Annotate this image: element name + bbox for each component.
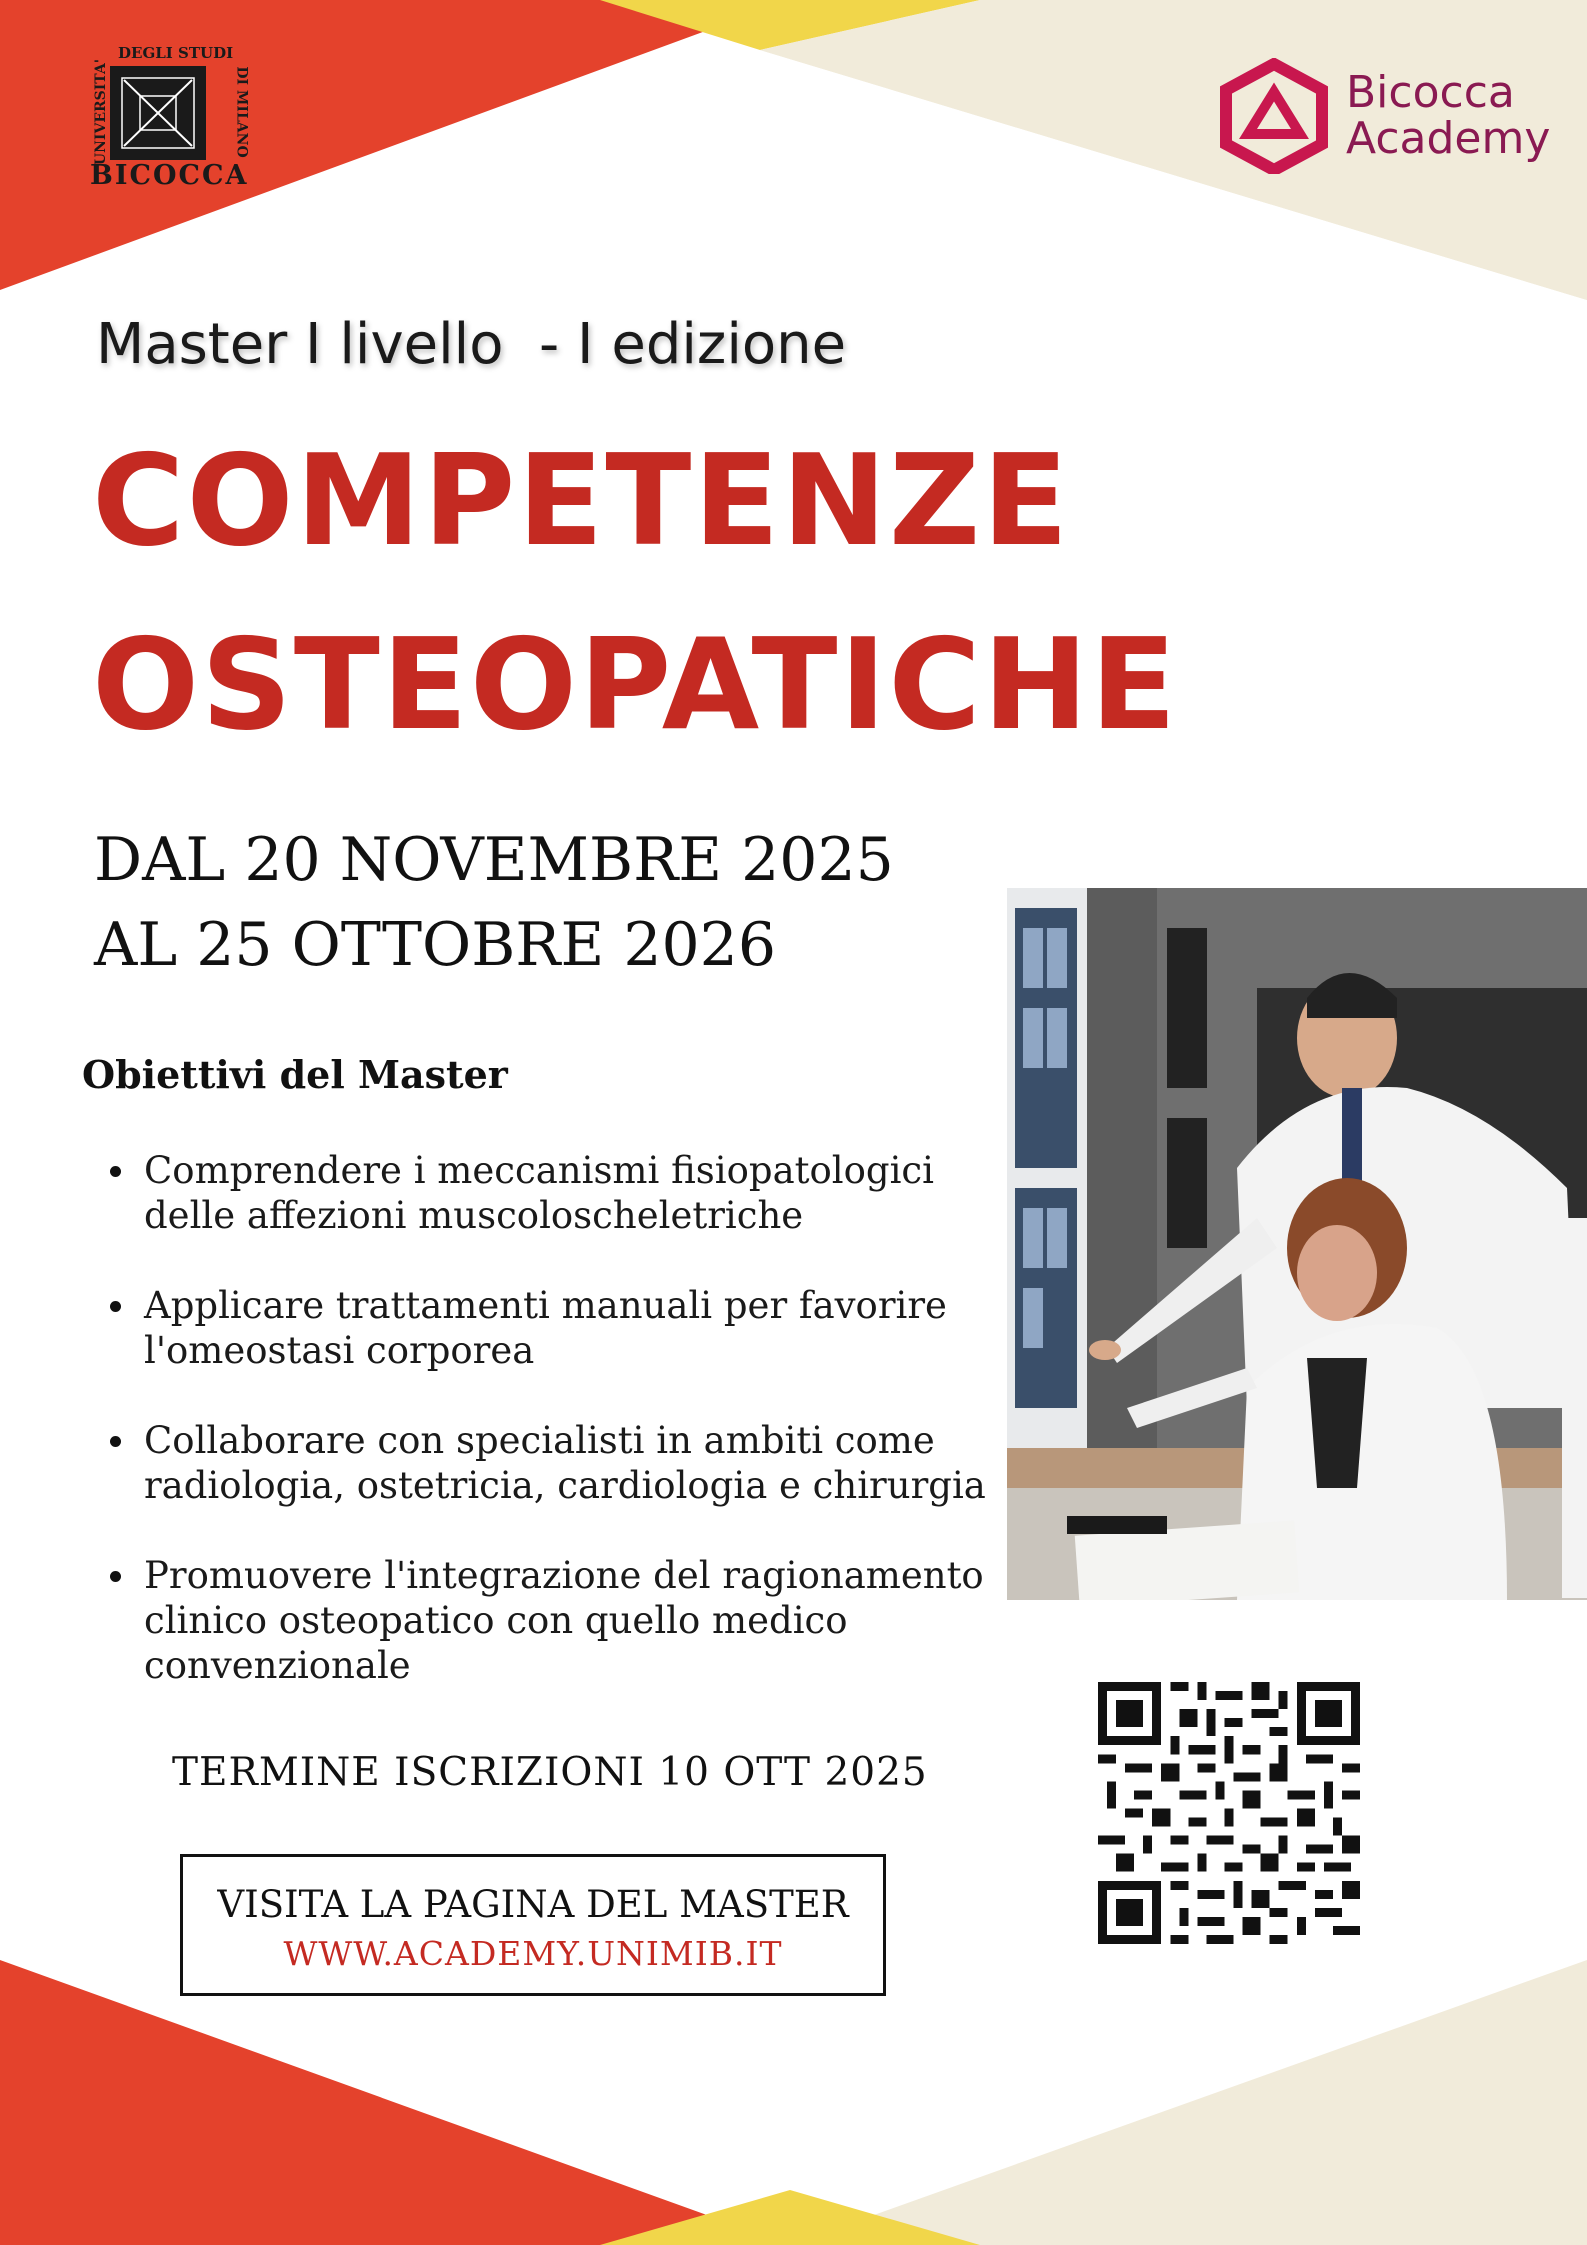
objective-line: Collaborare con specialisti in ambiti come — [144, 1419, 935, 1462]
logo-text-left: UNIVERSITA' — [93, 58, 110, 166]
start-date: DAL 20 NOVEMBRE 2025 — [94, 825, 894, 895]
objective-line: delle affezioni muscoloscheletriche — [144, 1194, 804, 1237]
objective-line: Promuovere l'integrazione del ragionamento — [144, 1554, 984, 1597]
university-logo — [88, 44, 250, 191]
end-date: AL 25 OTTOBRE 2026 — [94, 910, 777, 980]
objective-item — [108, 1148, 1008, 1238]
academy-line1: Bicocca — [1346, 67, 1515, 118]
master-subtitle: Master I livello - I edizione — [96, 312, 847, 377]
visit-url-link[interactable]: WWW.ACADEMY.UNIMIB.IT — [283, 1934, 783, 1973]
objective-line: Comprendere i meccanismi fisiopatologici — [144, 1149, 934, 1192]
title-line-1: COMPETENZE — [92, 427, 1071, 574]
academy-name — [1346, 67, 1551, 164]
objective-line: Applicare trattamenti manuali per favorire — [144, 1284, 947, 1327]
qr-code-icon[interactable] — [1098, 1682, 1360, 1944]
university-emblem-icon — [110, 66, 206, 160]
objectives-list — [108, 1148, 1008, 1733]
registration-deadline: TERMINE ISCRIZIONI 10 OTT 2025 — [172, 1750, 928, 1795]
objective-item — [108, 1283, 1008, 1373]
logo-text-right: DI MILANO — [233, 66, 250, 158]
visit-page-box[interactable] — [180, 1854, 886, 1996]
logo-text-top: DEGLI STUDI — [118, 44, 234, 62]
visit-label: VISITA LA PAGINA DEL MASTER — [217, 1883, 849, 1926]
objectives-heading: Obiettivi del Master — [82, 1052, 508, 1097]
objective-item — [108, 1553, 1008, 1688]
academy-hexagon-icon — [1218, 58, 1330, 174]
academy-line2: Academy — [1346, 113, 1551, 164]
logo-text-bottom: BICOCCA — [90, 160, 249, 191]
academy-logo — [1218, 58, 1550, 174]
objective-line: convenzionale — [144, 1644, 411, 1687]
title-line-2: OSTEOPATICHE — [92, 611, 1179, 758]
objective-item — [108, 1418, 1008, 1508]
doctors-photo — [1007, 888, 1587, 1600]
objective-line: radiologia, ostetricia, cardiologia e chirurgia — [144, 1464, 986, 1507]
objective-line: clinico osteopatico con quello medico — [144, 1599, 848, 1642]
objective-line: l'omeostasi corporea — [144, 1329, 535, 1372]
